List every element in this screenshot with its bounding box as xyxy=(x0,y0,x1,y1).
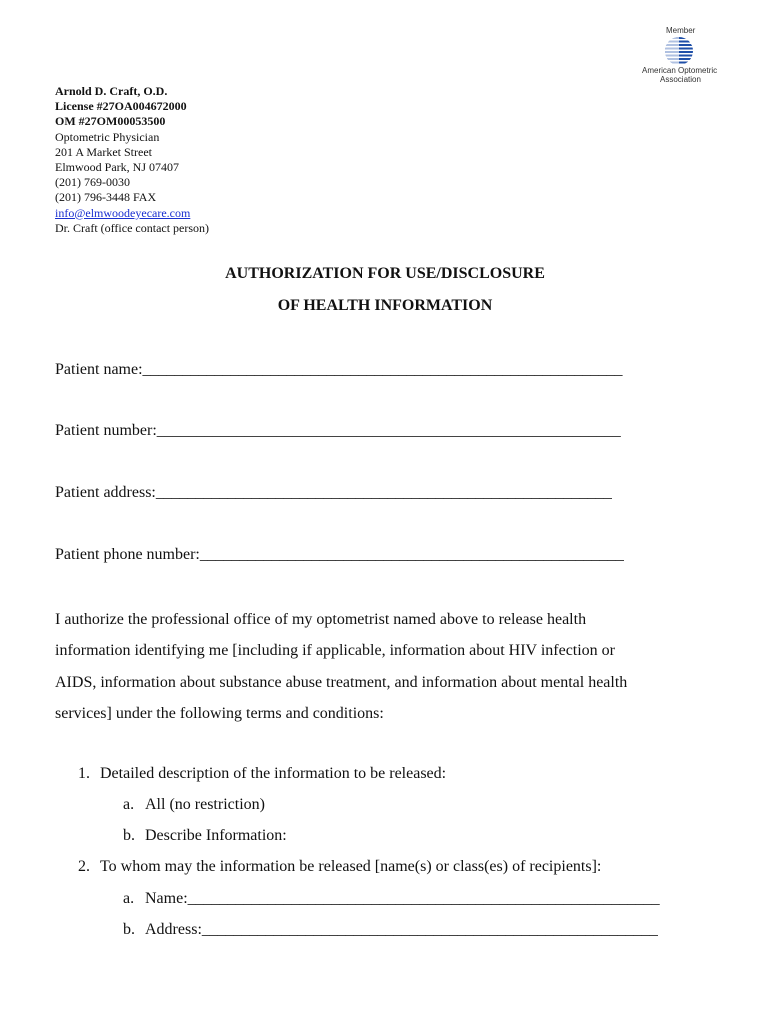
doctor-name: Arnold D. Craft, O.D. xyxy=(55,84,168,98)
paragraph-line: I authorize the professional office of my optometrist named above to release health xyxy=(55,611,587,628)
patient-number-field[interactable]: Patient number:__________________________________________________________ xyxy=(55,422,621,439)
authorization-paragraph xyxy=(55,604,695,729)
recipient-name-field[interactable]: Name:___________________________________________________________ xyxy=(145,890,660,907)
patient-phone-field[interactable]: Patient phone number:_____________________________________________________ xyxy=(55,546,624,563)
list-item-2-number: 2. xyxy=(78,858,90,875)
fax-number: (201) 796-3448 FAX xyxy=(55,190,157,205)
list-item-2-text: To whom may the information be released [name(s) or class(es) of recipients]: xyxy=(100,858,602,875)
logo-org-line1: American Optometric xyxy=(642,66,718,75)
logo-org-line2: Association xyxy=(660,75,701,84)
recipient-address-field[interactable]: Address:_________________________________________________________ xyxy=(145,921,658,938)
option-all-no-restriction[interactable]: All (no restriction) xyxy=(145,796,265,813)
form-title-line2: OF HEALTH INFORMATION xyxy=(277,297,493,314)
email-link[interactable]: info@elmwoodeyecare.com xyxy=(55,205,191,220)
letterhead xyxy=(55,84,209,236)
phone-number: (201) 769-0030 xyxy=(55,175,130,190)
om-number: OM #27OM00053500 xyxy=(55,114,166,129)
city-state-zip: Elmwood Park, NJ 07407 xyxy=(55,160,179,175)
list-item-1b-letter: b. xyxy=(123,827,135,844)
patient-address-field[interactable]: Patient address:_________________________________________________________ xyxy=(55,484,612,501)
paragraph-line: services] under the following terms and conditions: xyxy=(55,704,384,722)
aoa-member-logo xyxy=(640,26,720,84)
logo-member-label: Member xyxy=(666,26,696,35)
paragraph-line: information identifying me [including if applicable, information about HIV infection or xyxy=(55,642,616,660)
list-item-1-number: 1. xyxy=(78,765,90,782)
license-number: License #27OA004672000 xyxy=(55,99,187,114)
office-contact: Dr. Craft (office contact person) xyxy=(55,220,210,235)
list-item-1a-letter: a. xyxy=(123,796,135,813)
street-address: 201 A Market Street xyxy=(55,144,152,159)
paragraph-line: AIDS, information about substance abuse treatment, and information about mental health xyxy=(55,673,628,691)
list-item-2a-letter: a. xyxy=(123,890,135,907)
form-title-line1: AUTHORIZATION FOR USE/DISCLOSURE xyxy=(225,265,545,282)
doctor-title: Optometric Physician xyxy=(55,129,160,144)
aoa-globe-icon xyxy=(662,36,696,66)
list-item-1-text: Detailed description of the information to be released: xyxy=(100,765,447,782)
patient-name-field[interactable]: Patient name:____________________________________________________________ xyxy=(55,361,623,378)
option-describe-information[interactable]: Describe Information: xyxy=(145,827,287,844)
list-item-2b-letter: b. xyxy=(123,921,135,938)
